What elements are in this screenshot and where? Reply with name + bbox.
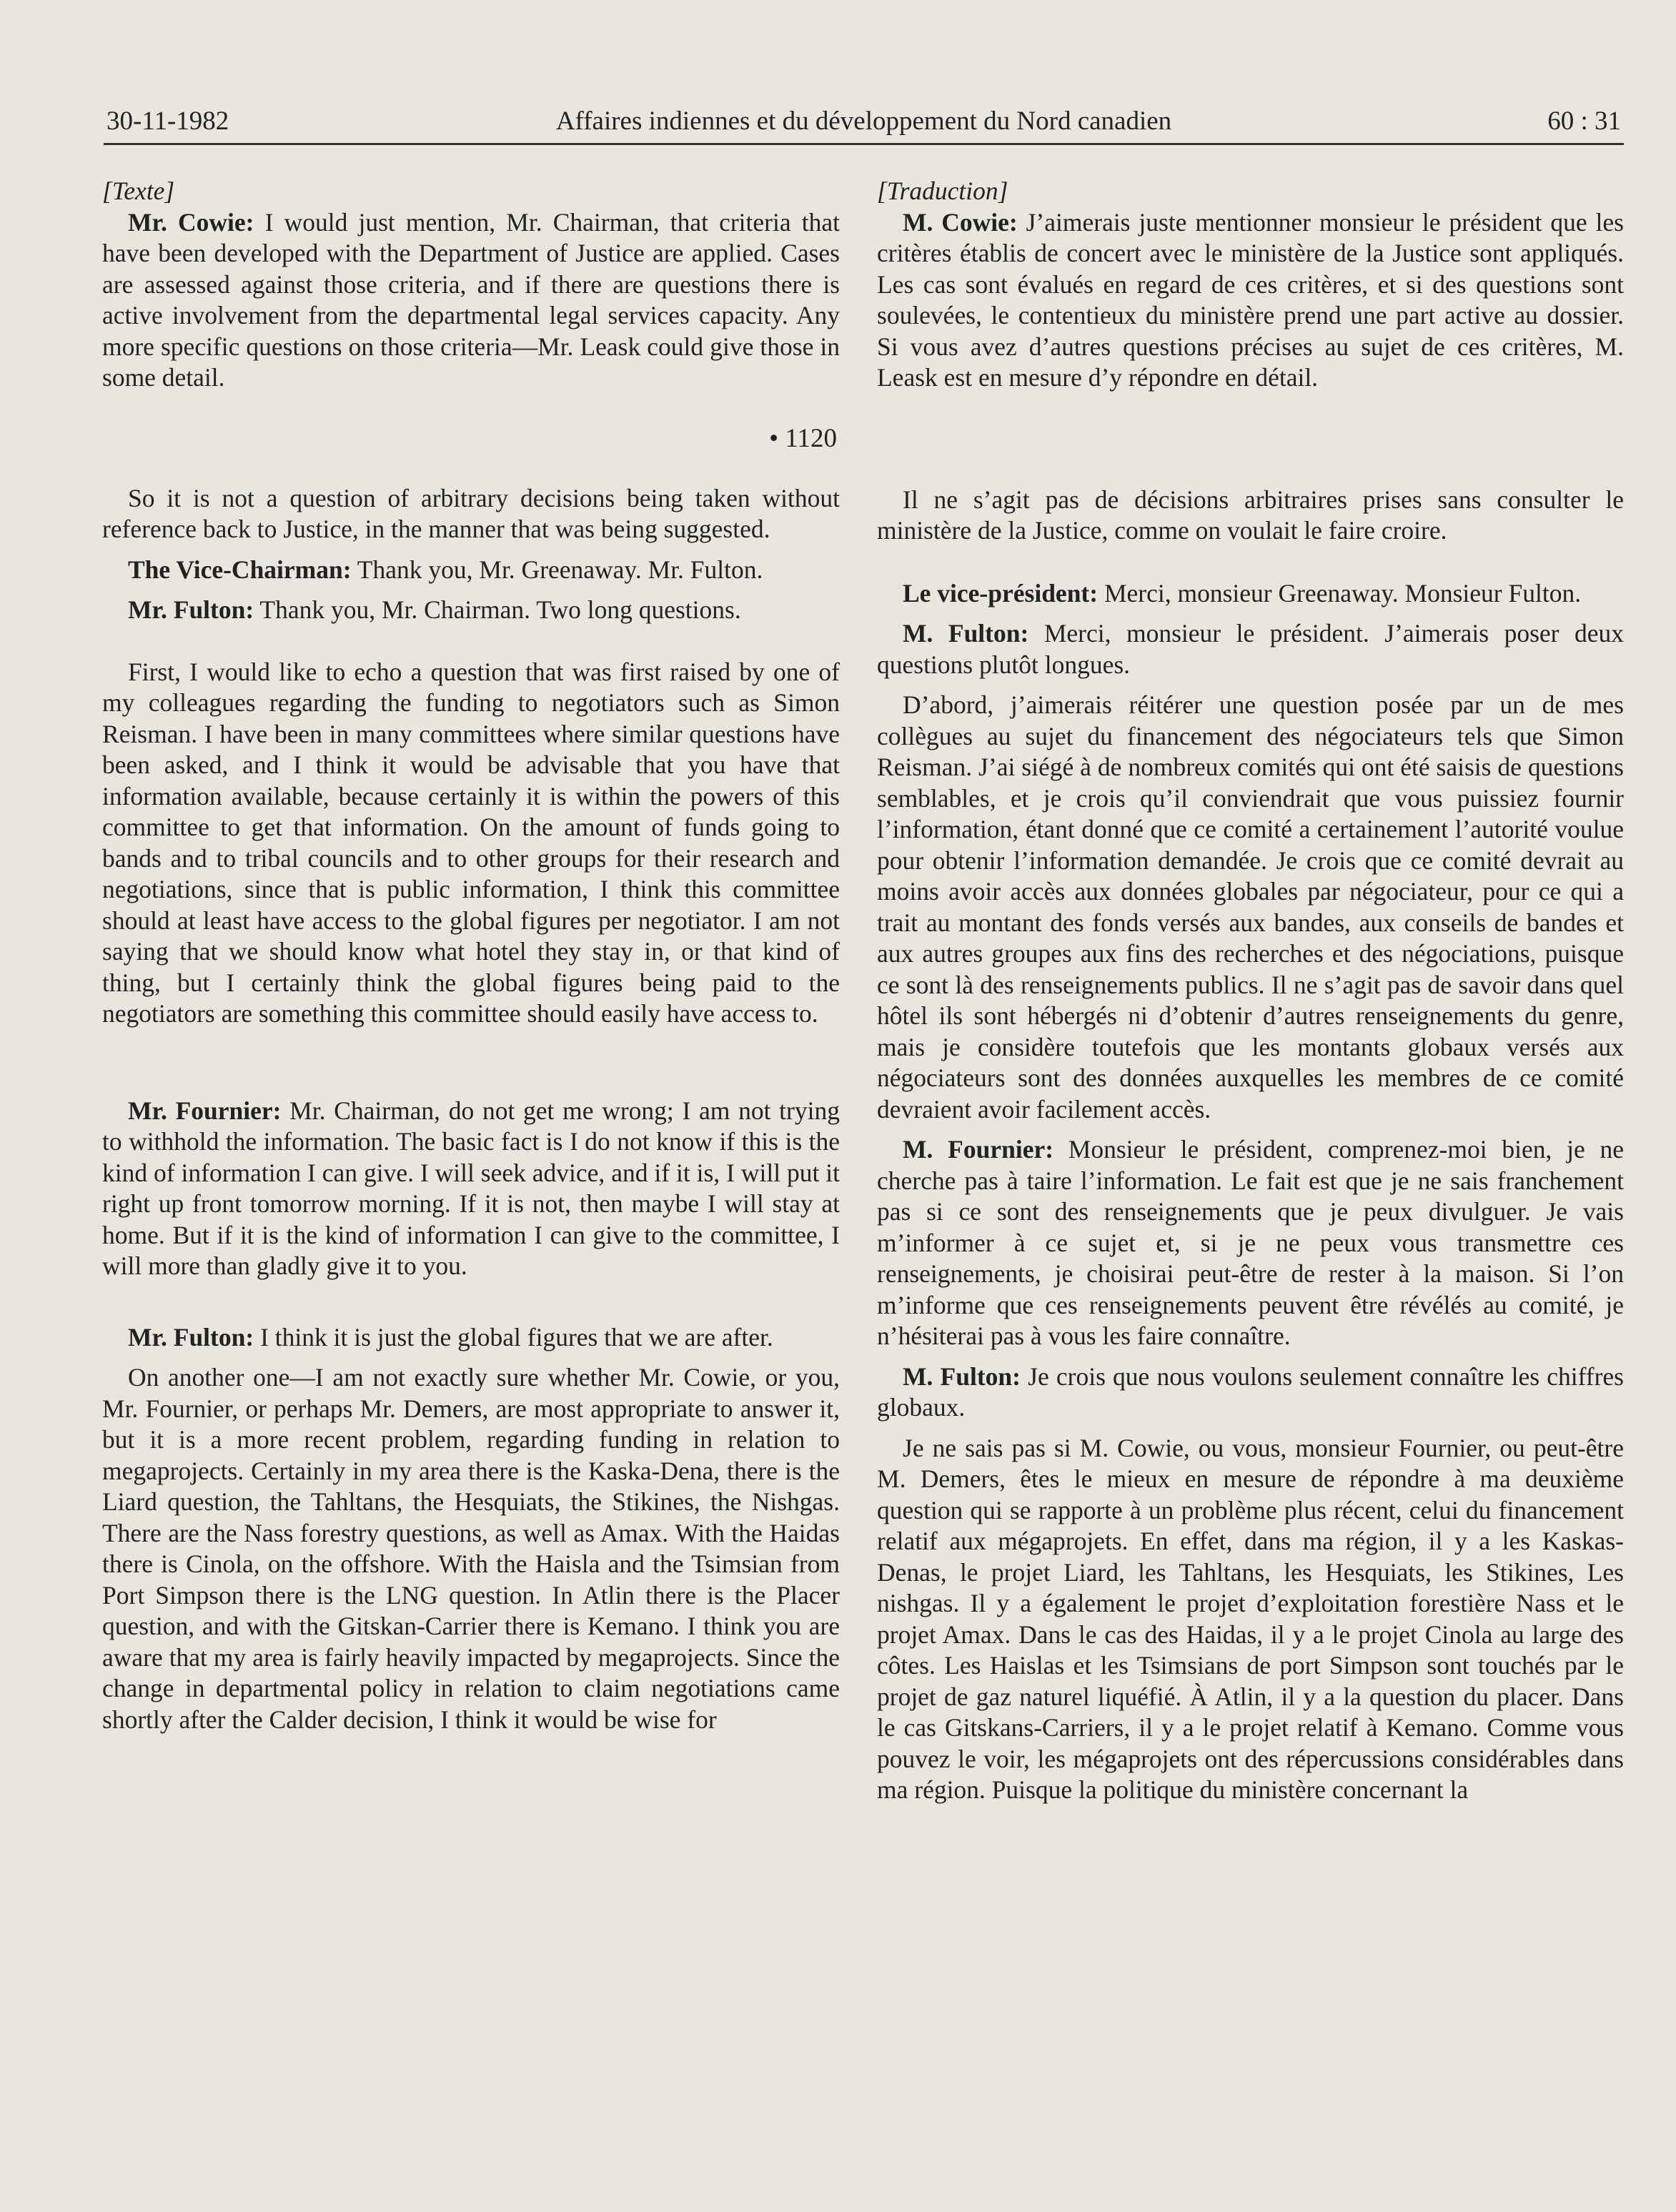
- speaker-name: M. Fournier:: [903, 1135, 1054, 1164]
- speech-text: J’aimerais juste mentionner monsieur le président que les critères établis de concert avec le ministère de la Justice sont appliqués. Les cas sont évalués en regard de ces critères, et si des questions sont soulevées, le contentieux du ministère prend une part active au dossier. Si vous avez d’autres questions précises au sujet de ces critères, M. Leask est en mesure d’y répondre en détail.: [877, 207, 1624, 392]
- speech-text: Thank you, Mr. Chairman. Two long questions.: [254, 595, 741, 624]
- paragraph-fulton-megaprojects: On another one—I am not exactly sure whether Mr. Cowie, or you, Mr. Fournier, or perhaps Mr. Demers, are most appropriate to answer it, but it is a more recent problem, regarding funding in relation to megaprojects. Certainly in my area there is the Kaska-Dena, there is the Liard question, the Tahltans, the Hesquiats, the Stikines, the Nishgas. There are the Nass forestry questions, as well as Amax. With the Haidas there is Cinola, on the offshore. With the Haisla and the Tsimsian from Port Simpson there is the LNG question. In Atlin there is the Placer question, and with the Gitskan-Carrier there is Kemano. I think you are aware that my area is fairly heavily impacted by megaprojects. Since the change in departmental policy in relation to claim negotiations came shortly after the Calder decision, I think it would be wise for: [102, 1363, 840, 1734]
- header-title: Affaires indiennes et du développement du Nord canadien: [555, 106, 1172, 136]
- paragraph-vice-president: [877, 578, 1624, 610]
- speaker-name: M. Fulton:: [903, 1362, 1021, 1391]
- translation-label: [Traduction]: [877, 177, 1008, 205]
- header-date: 30-11-1982: [106, 106, 229, 136]
- speech-text: Merci, monsieur Greenaway. Monsieur Fulton.: [1098, 578, 1582, 607]
- speaker-name: Mr. Fournier:: [128, 1096, 282, 1125]
- paragraph-fournier: [102, 1096, 840, 1282]
- speaker-name: M. Fulton:: [903, 619, 1029, 648]
- paragraph-fulton-megaprojects: Je ne sais pas si M. Cowie, ou vous, monsieur Fournier, ou peut-être M. Demers, êtes le mieux en mesure de répondre à ma deuxième question qui se rapporte à un problème plus récent, celui du financement relatif aux mégaprojets. En effet, dans ma région, il y a les Kaskas-Denas, le projet Liard, les Tahltans, les Hesquiats, les Stikines, Les nishgas. Il y a également le projet d’exploitation forestière Nass et le projet Amax. Dans le cas des Haidas, il y a le projet Cinola au large des côtes. Les Haislas et les Tsimsians de port Simpson sont touchés par le projet de gaz naturel liquéfié. À Atlin, il y a la question du placer. Dans le cas Gitskans-Carriers, il y a le projet relatif à Kemano. Comme vous pouvez le voir, les mégaprojets ont des répercussions considérables dans ma région. Puisque la politique du ministère concernant la: [877, 1433, 1624, 1804]
- english-column: [102, 176, 840, 1735]
- speaker-name: Le vice-président:: [903, 578, 1099, 607]
- paragraph-fulton-first: D’abord, j’aimerais réitérer une question posée par un de mes collègues au sujet du financement des négociateurs tels que Simon Reisman. J’ai siégé à de nombreux comités qui ont été saisis de questions semblables, et je crois qu’il conviendrait que vous puissiez fournir l’information, étant donné que ce comité a certainement l’autorité voulue pour obtenir l’information demandée. Je crois que ce comité devrait au moins avoir accès aux données globales par négociateur, pour ce qui a trait au montant des fonds versés aux bandes, aux conseils de bandes et aux autres groupes aux fins des recherches et des négociations, puisque ce sont là des renseignements publics. Il ne s’agit pas de savoir dans quel hôtel ils sont hébergés ni d’obtenir d’autres renseignements du genre, mais je considère toutefois que les montants globaux versés aux négociateurs sont des données auxquelles les membres de ce comité devraient avoir facilement accès.: [877, 690, 1624, 1124]
- speaker-name: Mr. Fulton:: [128, 1322, 254, 1351]
- speech-text: I think it is just the global figures that we are after.: [254, 1322, 773, 1351]
- speaker-name: Mr. Cowie:: [128, 207, 254, 237]
- speaker-name: The Vice-Chairman:: [128, 555, 352, 584]
- speaker-name: Mr. Fulton:: [128, 595, 254, 624]
- header-page-number: 60 : 31: [1547, 106, 1621, 136]
- speech-text: Thank you, Mr. Greenaway. Mr. Fulton.: [351, 555, 763, 584]
- time-stamp: • 1120: [769, 423, 837, 453]
- paragraph-fournier: [877, 1134, 1624, 1352]
- speech-text: Merci, monsieur le président. J’aimerais poser deux questions plutôt longues.: [877, 619, 1624, 679]
- paragraph-arbitrary: So it is not a question of arbitrary decisions being taken without reference back to Justice, in the manner that was being suggested.: [102, 483, 840, 543]
- paragraph-fulton-1: [877, 618, 1624, 680]
- paragraph-cowie: [102, 207, 840, 394]
- text-label: [Texte]: [102, 177, 175, 205]
- speaker-name: M. Cowie:: [903, 207, 1018, 237]
- paragraph-fulton-1: [102, 595, 840, 626]
- page-header: [104, 100, 1624, 145]
- french-column: [877, 176, 1624, 1806]
- paragraph-vice-chairman: [102, 555, 840, 586]
- paragraph-fulton-2: [102, 1322, 840, 1354]
- speech-text: Je crois que nous voulons seulement connaître les chiffres globaux.: [877, 1362, 1624, 1422]
- paragraph-fulton-2: [877, 1362, 1624, 1424]
- paragraph-fulton-first: First, I would like to echo a question that was first raised by one of my colleagues regarding the funding to negotiators such as Simon Reisman. I have been in many committees where similar questions have been asked, and I think it would be advisable that you have that information available, because certainly it is within the powers of this committee to get that information. On the amount of funds going to bands and to tribal councils and to other groups for their research and negotiations, since that is public information, I think this committee should at least have access to the global figures per negotiator. I am not saying that we should know what hotel they stay in, or that kind of thing, but I certainly think the global figures being paid to the negotiators are something this committee should easily have access to.: [102, 657, 840, 1028]
- paragraph-cowie: [877, 207, 1624, 394]
- paragraph-arbitrary: Il ne s’agit pas de décisions arbitraires prises sans consulter le ministère de la Justice, comme on voulait le faire croire.: [877, 485, 1624, 545]
- speech-text: I would just mention, Mr. Chairman, that criteria that have been developed with the Department of Justice are applied. Cases are assessed against those criteria, and if there are questions there is active involvement from the departmental legal services capacity. Any more specific questions on those criteria—Mr. Leask could give those in some detail.: [102, 207, 840, 392]
- speech-text: Mr. Chairman, do not get me wrong; I am not trying to withhold the information. The basic fact is I do not know if this is the kind of information I can give. I will seek advice, and if it is, I will put it right up front tomorrow morning. If it is not, then maybe I will stay at home. But if it is the kind of information I can give to the committee, I will more than gladly give it to you.: [102, 1096, 840, 1280]
- speech-text: Monsieur le président, comprenez-moi bien, je ne cherche pas à taire l’information. Le fait est que je ne sais franchement pas si ce sont des renseignements que je peux divulguer. Je vais m’informer à ce sujet et, si je ne peux vous transmettre ces renseignements, je choisirai peut-être de rester à la maison. Si l’on m’informe que ces renseignements peuvent être révélés au comité, je n’hésiterai pas à vous les faire connaître.: [877, 1135, 1624, 1350]
